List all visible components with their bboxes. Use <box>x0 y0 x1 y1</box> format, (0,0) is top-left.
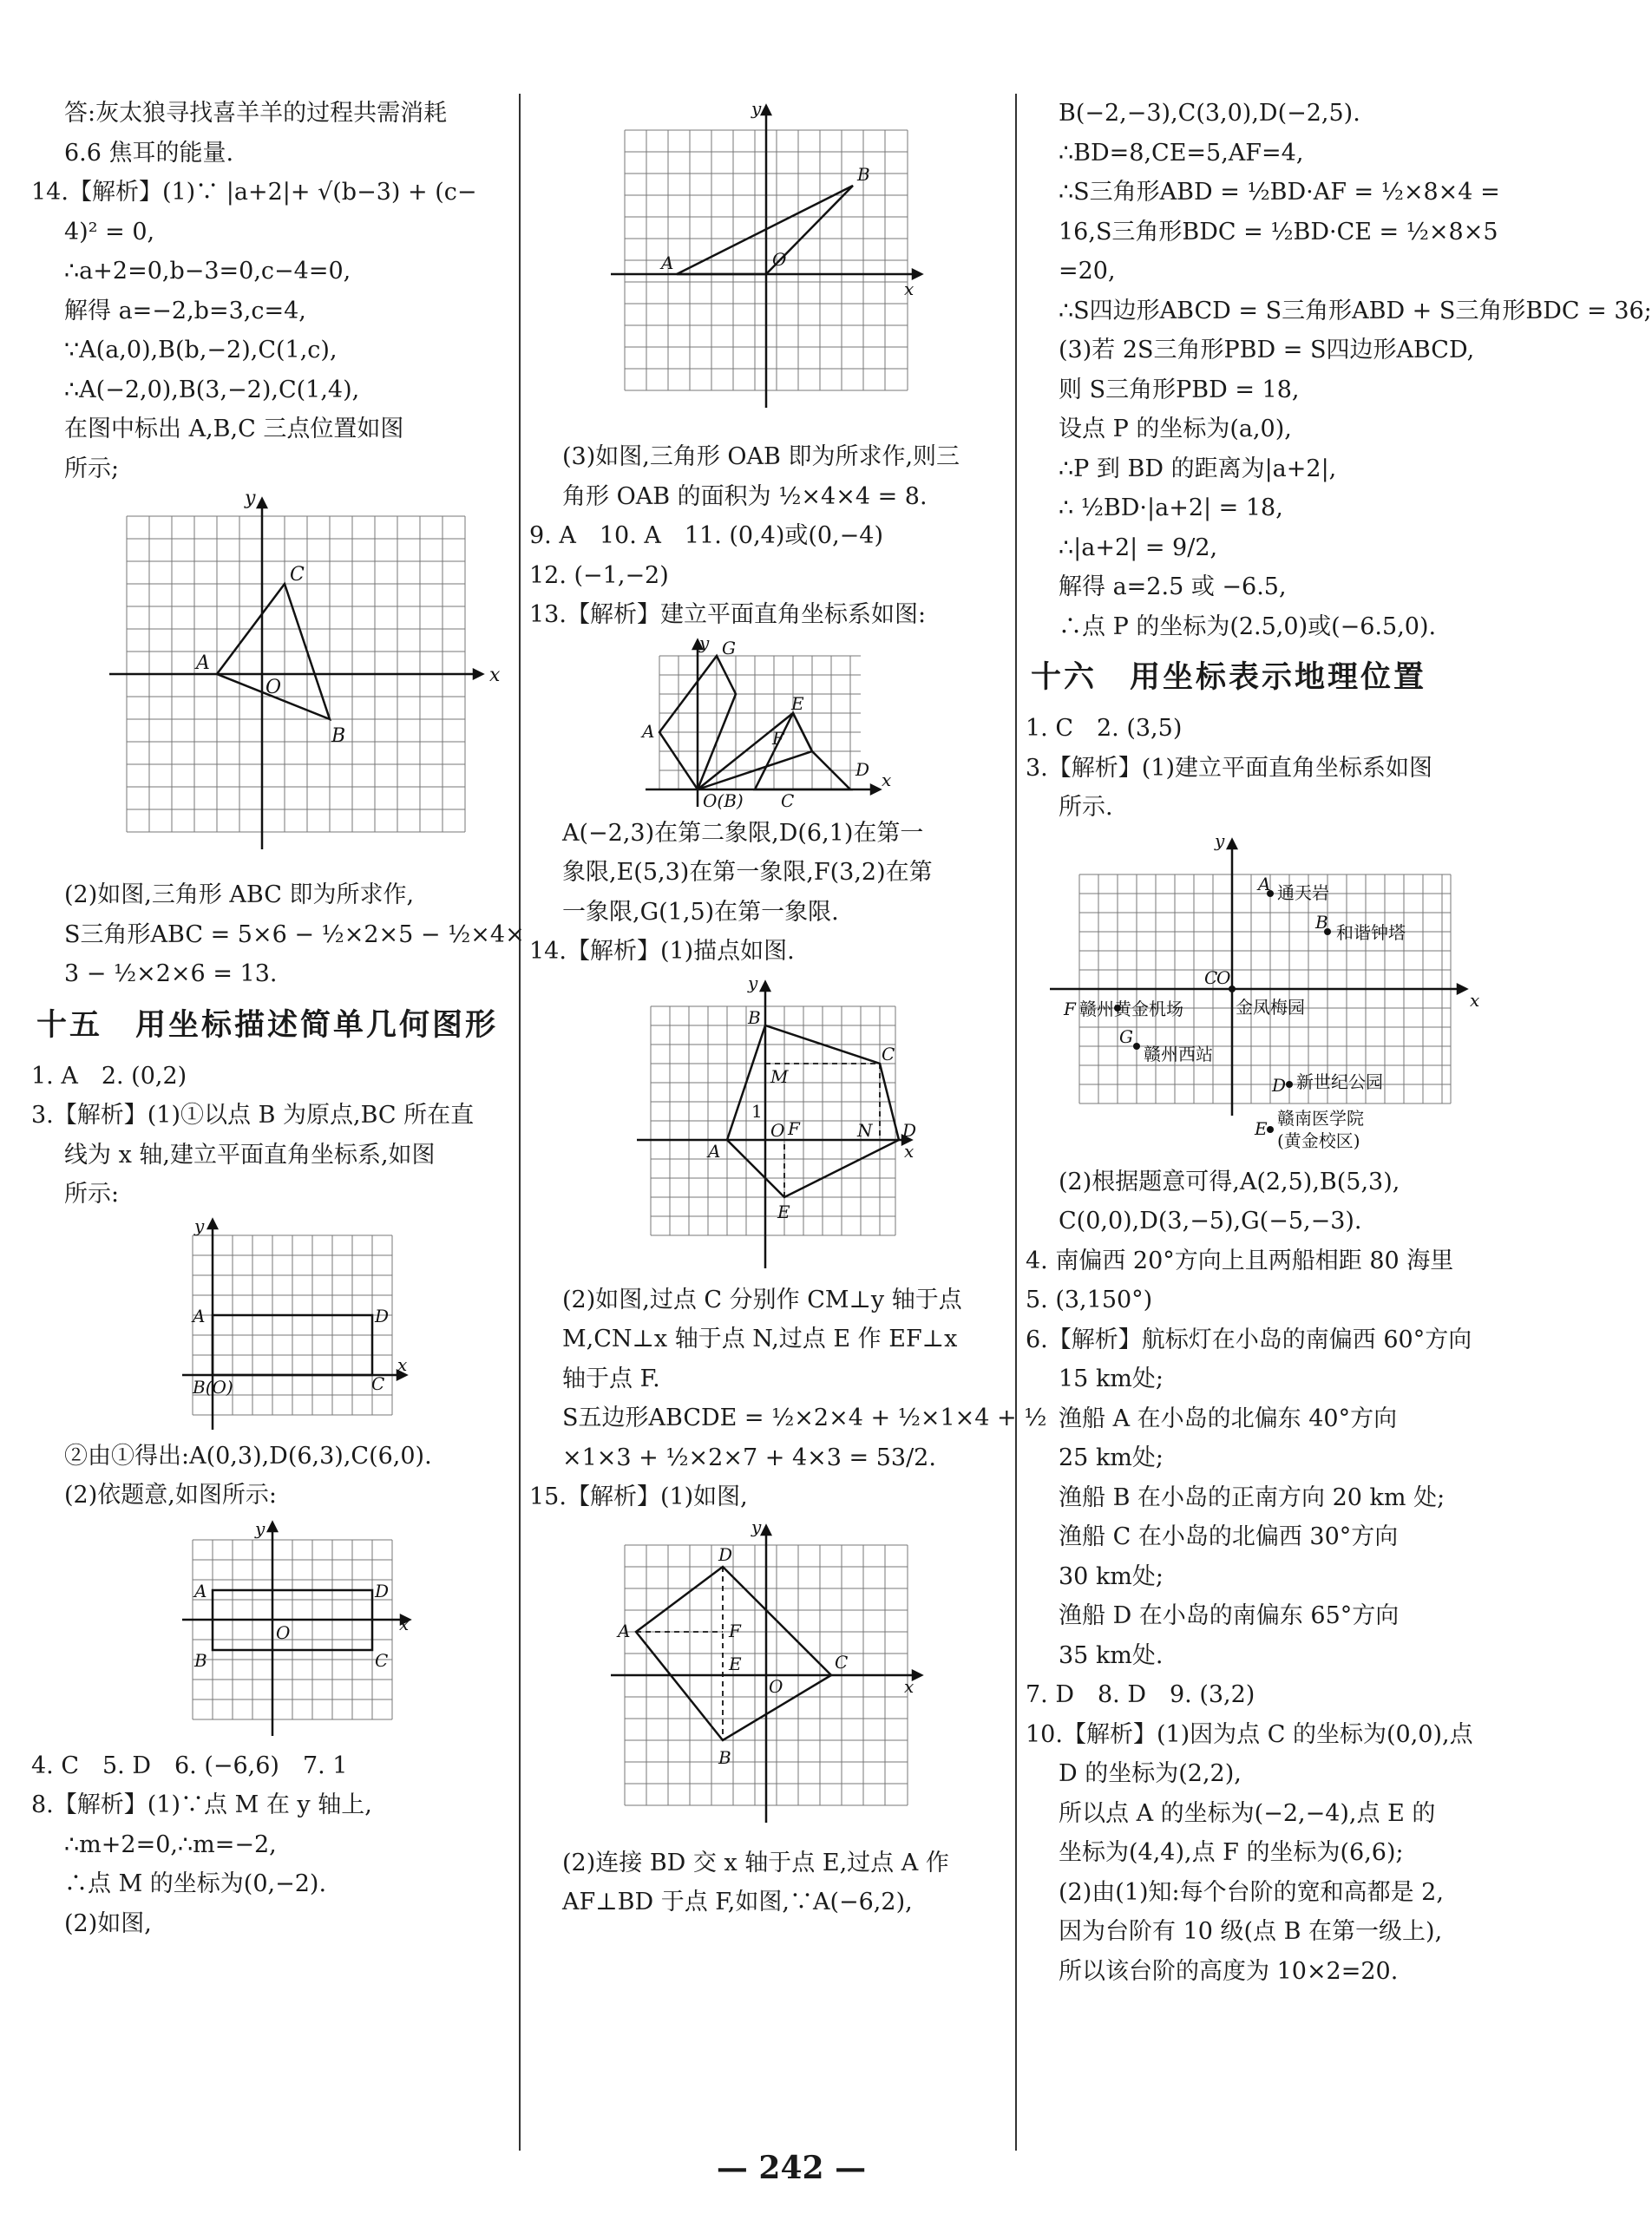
point-label-f: F <box>788 1117 800 1139</box>
point-label-b: B <box>718 1746 731 1768</box>
coordinate-grid-figure <box>607 95 928 434</box>
point-label-a: A <box>661 252 674 273</box>
text-line: 渔船 D 在小岛的南偏东 65°方向 <box>1059 1602 1400 1629</box>
map-label-b: 和谐钟塔 <box>1336 921 1406 943</box>
figure-question-13 <box>642 632 1013 811</box>
text-line: (2)如图, <box>64 1909 152 1937</box>
axis-label-x: x <box>1470 989 1480 1011</box>
axis-label-y: y <box>751 1516 762 1537</box>
column-middle <box>529 94 1047 2151</box>
formula-line: ∴ ½BD·|a+2| = 18, <box>1059 494 1283 521</box>
formula-line: =20, <box>1059 258 1116 285</box>
coordinate-grid-figure <box>633 973 920 1277</box>
answer-line: 12. (−1,−2) <box>529 561 669 589</box>
formula-line: ×1×3 + ½×2×7 + 4×3 = 53/2. <box>562 1444 936 1471</box>
text-line: (2)如图,过点 C 分别作 CM⊥y 轴于点 <box>562 1286 962 1313</box>
text-line: 象限,E(5,3)在第一象限,F(3,2)在第 <box>562 859 933 886</box>
coordinate-grid-figure <box>101 490 508 872</box>
coordinate-grid-figure <box>179 1216 413 1433</box>
point-label-c: C <box>290 564 305 586</box>
coordinate-grid-figure <box>642 632 902 811</box>
origin-label: O <box>770 1119 785 1141</box>
point-label-c: C <box>882 1043 895 1064</box>
text-line: (3)若 2S三角形PBD = S四边形ABCD, <box>1059 337 1475 363</box>
axis-label-y: y <box>194 1215 205 1236</box>
origin-label: O <box>266 677 282 698</box>
point-label-a: A <box>193 1305 206 1326</box>
point-label-d: D <box>856 758 870 780</box>
axis-label-y: y <box>748 972 758 993</box>
answer-line: 1. A 2. (0,2) <box>31 1062 187 1090</box>
point-label-e: E <box>777 1201 790 1222</box>
map-point-c: C <box>1204 966 1218 988</box>
map-point-b: B <box>1315 911 1328 933</box>
map-label-d: 新世纪公园 <box>1296 1071 1383 1092</box>
text-line: 线为 x 轴,建立平面直角坐标系,如图 <box>64 1141 436 1169</box>
origin-label-ob: O(B) <box>703 789 744 811</box>
page-number: — 242 — <box>716 2150 867 2186</box>
figure-location-map <box>1050 829 1494 1159</box>
text-line: ∵A(a,0),B(b,−2),C(1,c), <box>64 337 338 363</box>
formula-line: 3 − ½×2×6 = 13. <box>64 960 278 987</box>
axis-label-y: y <box>245 488 256 509</box>
figure-quadrilateral-abcd <box>607 1516 1013 1840</box>
point-label-c: C <box>781 789 795 811</box>
answer-line: 4. 南偏西 20°方向上且两船相距 80 海里 <box>1026 1247 1454 1274</box>
point-label-g: G <box>722 637 736 658</box>
text-line: 坐标为(4,4),点 F 的坐标为(6,6); <box>1059 1839 1404 1866</box>
figure-rectangle-centered <box>179 1517 515 1743</box>
text-line: 则 S三角形PBD = 18, <box>1059 376 1300 403</box>
point-label-f: F <box>772 727 784 749</box>
coordinate-grid-figure <box>1050 829 1484 1159</box>
answer-line: 5. (3,150°) <box>1026 1287 1153 1313</box>
text-line: (3)如图,三角形 OAB 即为所求作,则三 <box>562 443 960 470</box>
text-line: 所示; <box>64 455 120 482</box>
question-15-title: 15.【解析】(1)如图, <box>529 1483 748 1510</box>
question-6-title: 6.【解析】航标灯在小岛的南偏西 60°方向 <box>1026 1326 1472 1353</box>
text-line: ∴点 P 的坐标为(2.5,0)或(−6.5,0). <box>1059 612 1437 640</box>
text-line: 所以该台阶的高度为 10×2=20. <box>1059 1957 1399 1985</box>
point-label-c: C <box>835 1651 849 1673</box>
answer-line: 7. D 8. D 9. (3,2) <box>1026 1681 1255 1708</box>
coordinate-grid-figure <box>179 1517 422 1743</box>
text-line: AF⊥BD 于点 F,如图,∵A(−6,2), <box>562 1889 913 1915</box>
text-line: C(0,0),D(3,−5),G(−5,−3). <box>1059 1208 1362 1234</box>
point-label-a: A <box>196 652 210 674</box>
text-line: 解得 a=2.5 或 −6.5, <box>1059 573 1287 600</box>
map-label-c: 金凤梅园 <box>1236 996 1305 1018</box>
column-divider <box>1015 94 1017 2151</box>
figure-pentagon-abcde <box>633 973 1013 1277</box>
axis-label-y: y <box>699 632 710 653</box>
text-line: D 的坐标为(2,2), <box>1059 1760 1242 1787</box>
point-label-c: C <box>375 1649 389 1671</box>
map-label-e-campus: (黄金校区) <box>1277 1130 1360 1151</box>
map-label-g: 赣州西站 <box>1144 1043 1213 1064</box>
map-point-e: E <box>1255 1117 1268 1139</box>
map-origin: O <box>1216 966 1231 988</box>
point-label-b: B <box>194 1649 207 1671</box>
point-label-b: B <box>857 164 870 185</box>
text-line: 设点 P 的坐标为(a,0), <box>1059 416 1292 442</box>
point-label-n: N <box>857 1119 873 1141</box>
map-point-a: A <box>1258 873 1271 894</box>
text-line: (2)依题意,如图所示: <box>64 1482 277 1509</box>
text-line: 6.6 焦耳的能量. <box>64 139 234 167</box>
coordinate-grid-figure <box>607 1516 928 1840</box>
text-line: 在图中标出 A,B,C 三点位置如图 <box>64 416 404 442</box>
text-line: 15 km处; <box>1059 1365 1164 1392</box>
answer-line: 4. C 5. D 6. (−6,6) 7. 1 <box>31 1752 348 1779</box>
axis-label-x: x <box>489 665 501 686</box>
point-label-a: A <box>642 720 655 742</box>
point-label-d: D <box>902 1119 917 1141</box>
question-14-title: 14.【解析】(1)描点如图. <box>529 938 795 965</box>
text-line: 渔船 B 在小岛的正南方向 20 km 处; <box>1059 1483 1446 1511</box>
question-3-title: 3.【解析】(1)①以点 B 为原点,BC 所在直 <box>31 1102 475 1129</box>
text-line: (2)由(1)知:每个台阶的宽和高都是 2, <box>1059 1878 1444 1906</box>
question-14-title: 14.【解析】(1)∵ |a+2|+ √(b−3) + (c− <box>31 179 477 206</box>
axis-label-x: x <box>904 278 914 299</box>
point-label-b: B <box>331 725 346 747</box>
text-line: ∴a+2=0,b−3=0,c−4=0, <box>64 258 351 285</box>
text-line: 所示: <box>64 1181 120 1208</box>
formula-line: ∴S三角形ABD = ½BD·AF = ½×8×4 = <box>1059 179 1500 206</box>
figure-triangle-oab <box>607 95 1013 434</box>
formula-line: S三角形ABC = 5×6 − ½×2×5 − ½×4× <box>64 920 525 948</box>
point-label-e: E <box>729 1653 742 1674</box>
text-line: ②由①得出:A(0,3),D(6,3),C(6,0). <box>64 1442 432 1470</box>
axis-label-y: y <box>255 1517 266 1539</box>
text-line: 轴于点 F. <box>562 1365 660 1392</box>
question-13-title: 13.【解析】建立平面直角坐标系如图: <box>529 601 927 628</box>
point-label-d: D <box>375 1305 390 1326</box>
formula-line: 16,S三角形BDC = ½BD·CE = ½×8×5 <box>1059 218 1498 246</box>
map-label-e: 赣南医学院 <box>1277 1107 1364 1129</box>
column-right <box>1026 94 1652 2151</box>
formula-line: ∴|a+2| = 9/2, <box>1059 534 1218 561</box>
answer-line: 1. C 2. (3,5) <box>1026 715 1183 742</box>
axis-label-x: x <box>904 1675 914 1697</box>
map-point-g: G <box>1119 1025 1133 1047</box>
point-label-a: A <box>194 1580 207 1601</box>
point-label-a: A <box>618 1620 631 1641</box>
text-line: 25 km处; <box>1059 1444 1164 1471</box>
point-label-d: D <box>718 1543 733 1565</box>
text-line: 4)² = 0, <box>64 218 155 246</box>
text-line: ∴A(−2,0),B(3,−2),C(1,4), <box>64 376 360 403</box>
point-label-b-origin: B(O) <box>193 1376 233 1398</box>
text-line: 所以点 A 的坐标为(−2,−4),点 E 的 <box>1059 1799 1436 1827</box>
axis-label-x: x <box>904 1140 914 1162</box>
text-line: 因为台阶有 10 级(点 B 在第一级上), <box>1059 1918 1443 1945</box>
formula-line: 角形 OAB 的面积为 ½×4×4 = 8. <box>562 482 928 510</box>
question-8-title: 8.【解析】(1)∵点 M 在 y 轴上, <box>31 1791 372 1818</box>
point-label-c: C <box>371 1372 385 1394</box>
figure-rectangle-b-origin <box>179 1216 515 1433</box>
axis-label-y: y <box>1215 829 1225 851</box>
point-label-d: D <box>375 1580 390 1601</box>
text-line: ∴点 M 的坐标为(0,−2). <box>64 1870 327 1897</box>
axis-label-x: x <box>399 1613 410 1634</box>
formula-line: S五边形ABCDE = ½×2×4 + ½×1×4 + ½ <box>562 1405 1047 1431</box>
text-line: ∴BD=8,CE=5,AF=4, <box>1059 139 1304 167</box>
point-label-e: E <box>791 692 804 714</box>
map-point-f: F <box>1064 998 1076 1019</box>
formula-line: ∴S四边形ABCD = S三角形ABD + S三角形BDC = 36; <box>1059 297 1652 324</box>
point-label-f: F <box>729 1620 741 1641</box>
figure-triangle-abc <box>101 490 515 872</box>
origin-label: O <box>769 1675 783 1697</box>
text-line: (2)连接 BD 交 x 轴于点 E,过点 A 作 <box>562 1849 949 1876</box>
text-line: 35 km处. <box>1059 1641 1164 1669</box>
text-line: M,CN⊥x 轴于点 N,过点 E 作 EF⊥x <box>562 1326 958 1352</box>
text-line: B(−2,−3),C(3,0),D(−2,5). <box>1059 100 1360 127</box>
column-divider <box>519 94 521 2151</box>
map-label-f: 赣州黄金机场 <box>1079 998 1183 1019</box>
text-line: ∴m+2=0,∴m=−2, <box>64 1830 277 1858</box>
text-line: A(−2,3)在第二象限,D(6,1)在第一 <box>562 819 924 847</box>
text-line: ∴P 到 BD 的距离为|a+2|, <box>1059 455 1337 482</box>
text-line: 所示. <box>1059 794 1113 821</box>
text-line: (2)如图,三角形 ABC 即为所求作, <box>64 881 415 908</box>
origin-label: O <box>276 1621 291 1643</box>
text-line: (2)根据题意可得,A(2,5),B(5,3), <box>1059 1168 1400 1195</box>
origin-label: O <box>772 249 787 270</box>
text-line: 解得 a=−2,b=3,c=4, <box>64 297 306 324</box>
section-heading-15: 十五 用坐标描述简单几何图形 <box>36 1007 499 1043</box>
question-10-title: 10.【解析】(1)因为点 C 的坐标为(0,0),点 <box>1026 1720 1473 1748</box>
tick-label: 1 <box>751 1100 763 1122</box>
text-line: 30 km处; <box>1059 1562 1164 1590</box>
map-point-d: D <box>1272 1074 1287 1096</box>
axis-label-x: x <box>882 769 892 790</box>
text-line: 渔船 A 在小岛的北偏东 40°方向 <box>1059 1405 1398 1432</box>
text-line: 一象限,G(1,5)在第一象限. <box>562 898 839 926</box>
column-left <box>31 94 525 2151</box>
answer-line: 9. A 10. A 11. (0,4)或(0,−4) <box>529 522 884 549</box>
point-label-a: A <box>708 1140 721 1162</box>
axis-label-x: x <box>397 1353 408 1375</box>
point-label-b: B <box>748 1006 761 1028</box>
question-3-title: 3.【解析】(1)建立平面直角坐标系如图 <box>1026 754 1433 782</box>
map-label-a: 通天岩 <box>1277 881 1329 903</box>
section-heading-16: 十六 用坐标表示地理位置 <box>1031 660 1427 695</box>
text-line: 答:灰太狼寻找喜羊羊的过程共需消耗 <box>64 100 448 127</box>
point-label-m: M <box>770 1065 789 1087</box>
text-line: 渔船 C 在小岛的北偏西 30°方向 <box>1059 1523 1399 1550</box>
axis-label-y: y <box>751 98 762 119</box>
